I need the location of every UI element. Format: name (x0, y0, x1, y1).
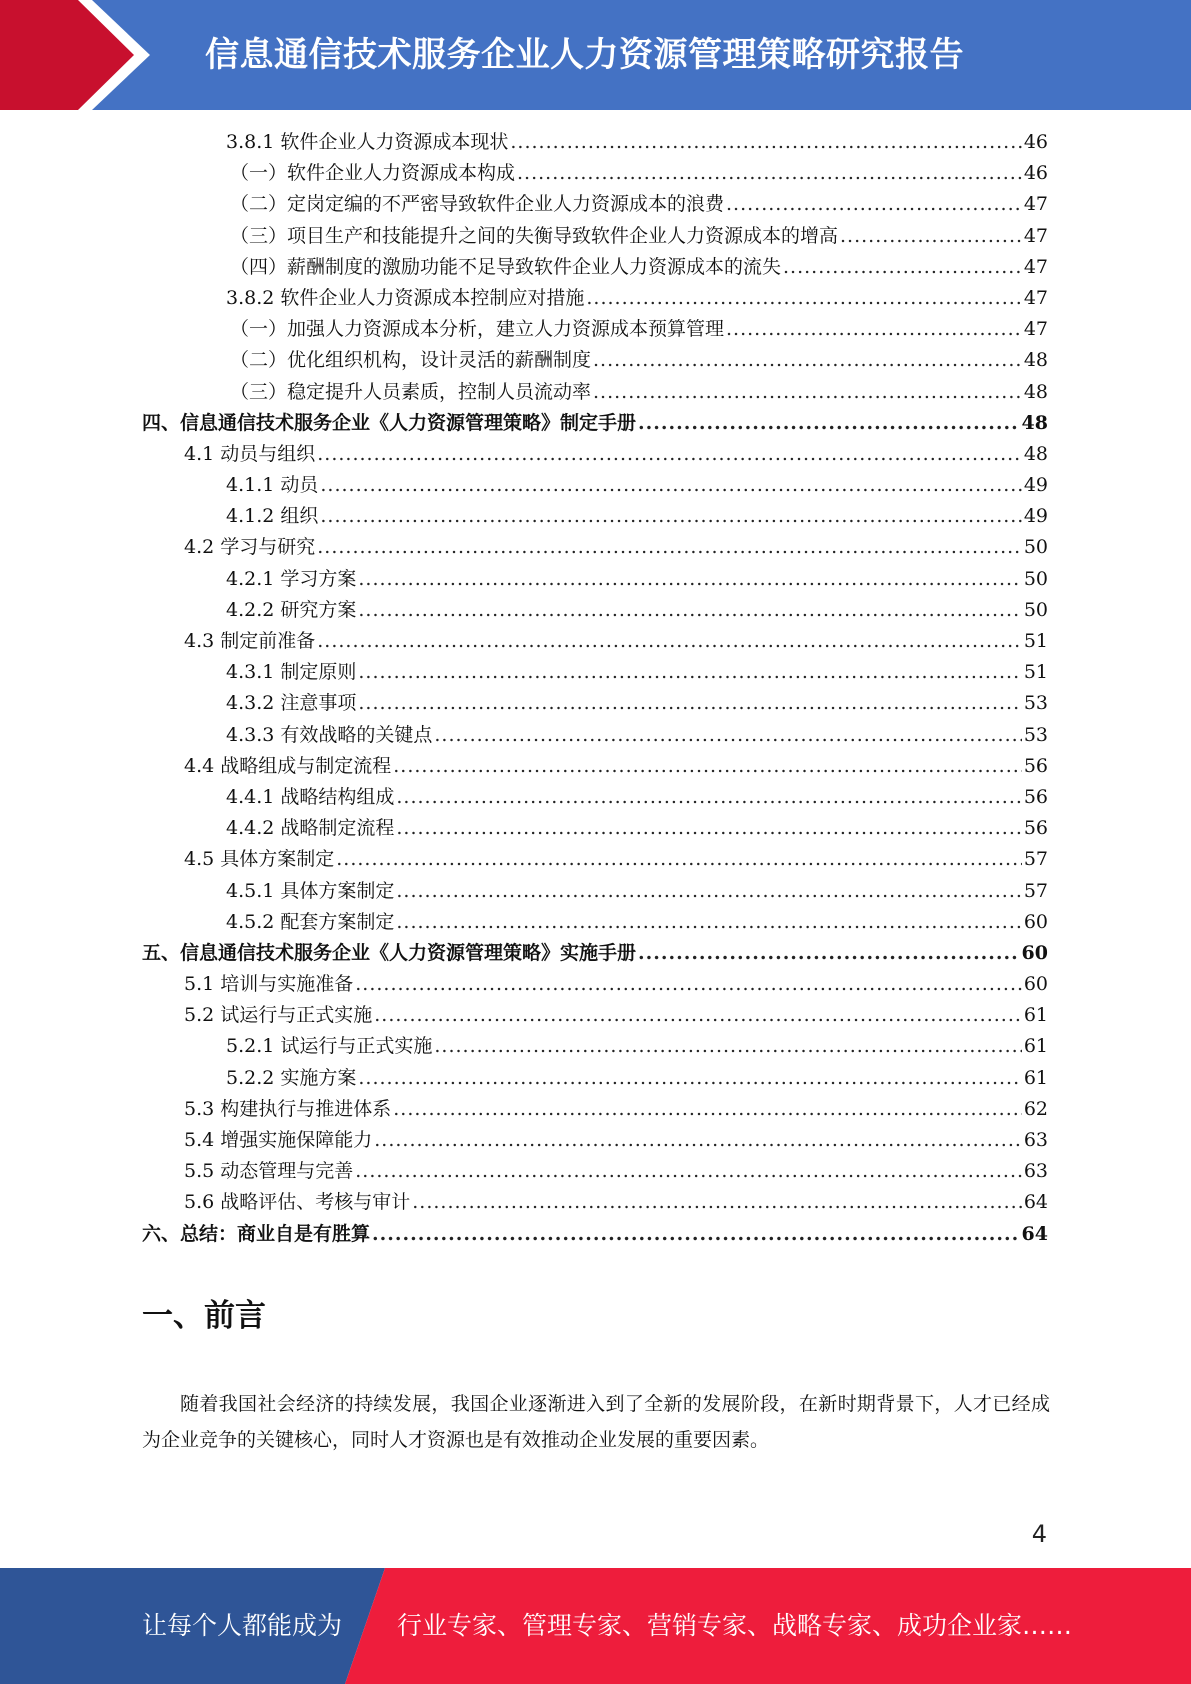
toc-entry-label: 5.1 培训与实施准备 (184, 973, 354, 996)
toc-entry-page: 48 (1021, 411, 1048, 434)
toc-entry-label: （一）软件企业人力资源成本构成 (230, 162, 516, 185)
toc-entry-page: 46 (1023, 131, 1048, 153)
toc-entry[interactable] (142, 283, 1048, 314)
toc-entry-label: 4.4.2 战略制定流程 (226, 817, 395, 840)
toc-entry-page: 56 (1023, 817, 1048, 840)
toc-entry[interactable] (142, 158, 1048, 189)
toc-entry[interactable] (142, 127, 1048, 158)
toc-entry-label: 5.2.2 实施方案 (226, 1066, 357, 1089)
toc-entry[interactable] (142, 532, 1048, 563)
toc-entry-page: 49 (1023, 505, 1048, 528)
toc-entry-label: 4.3.3 有效战略的关键点 (226, 723, 433, 746)
toc-entry[interactable] (142, 345, 1048, 376)
toc-dot-leader (358, 661, 1021, 683)
section-heading: 一、前言 (142, 1298, 266, 1334)
toc-entry-page: 56 (1023, 785, 1048, 808)
toc-dot-leader (396, 911, 1021, 933)
toc-entry-label: 5.2 试运行与正式实施 (184, 1004, 373, 1027)
toc-entry[interactable] (142, 1031, 1048, 1062)
toc-entry-page: 57 (1023, 848, 1048, 871)
toc-entry-label: 5.5 动态管理与完善 (184, 1160, 354, 1183)
toc-dot-leader (593, 349, 1022, 371)
toc-dot-leader (638, 942, 1020, 964)
toc-entry-page: 61 (1023, 1004, 1048, 1027)
toc-entry-page: 50 (1023, 567, 1048, 590)
toc-entry-page: 61 (1023, 1035, 1048, 1058)
toc-entry-label: 4.5 具体方案制定 (184, 848, 335, 871)
toc-entry-page: 49 (1023, 474, 1048, 497)
toc-entry-page: 48 (1023, 380, 1048, 403)
toc-entry-page: 47 (1023, 286, 1048, 309)
toc-entry-page: 47 (1023, 224, 1048, 247)
toc-entry-label: （二）优化组织机构，设计灵活的薪酬制度 (230, 349, 592, 372)
toc-dot-leader (393, 1098, 1022, 1120)
toc-dot-leader (840, 225, 1022, 247)
toc-dot-leader (372, 1223, 1020, 1245)
toc-entry-label: 3.8.2 软件企业人力资源成本控制应对措施 (226, 286, 585, 309)
footer-slogan-right: 行业专家、管理专家、营销专家、战略专家、成功企业家…… (397, 1611, 1073, 1640)
toc-entry-page: 64 (1023, 1191, 1048, 1214)
toc-entry-page: 57 (1023, 879, 1048, 902)
page-header (0, 0, 1191, 110)
toc-entry[interactable] (142, 314, 1048, 345)
toc-dot-leader (320, 474, 1021, 496)
toc-entry[interactable] (142, 907, 1048, 938)
toc-dot-leader (638, 412, 1020, 434)
toc-entry-page: 51 (1023, 661, 1048, 684)
toc-entry-page: 50 (1023, 598, 1048, 621)
toc-entry-page: 56 (1023, 754, 1048, 777)
toc-entry[interactable] (142, 1219, 1048, 1250)
toc-entry-label: （四）薪酬制度的激励功能不足导致软件企业人力资源成本的流失 (230, 255, 782, 278)
toc-entry-label: （一）加强人力资源成本分析，建立人力资源成本预算管理 (230, 318, 725, 341)
toc-dot-leader (726, 318, 1022, 340)
toc-entry[interactable] (142, 470, 1048, 501)
toc-entry-page: 63 (1023, 1129, 1048, 1151)
toc-entry-label: 4.1 动员与组织 (184, 442, 316, 465)
toc-entry-label: 4.4.1 战略结构组成 (226, 785, 395, 808)
toc-entry-label: 4.1.2 组织 (226, 505, 319, 528)
toc-entry-label: 5.3 构建执行与推进体系 (184, 1097, 392, 1120)
toc-entry[interactable] (142, 688, 1048, 719)
toc-entry[interactable] (142, 1063, 1048, 1094)
toc-entry-page: 60 (1021, 941, 1048, 964)
toc-entry-label: （二）定岗定编的不严密导致软件企业人力资源成本的浪费 (230, 193, 725, 216)
toc-entry[interactable] (142, 252, 1048, 283)
toc-entry-page: 47 (1023, 255, 1048, 278)
toc-dot-leader (412, 1191, 1022, 1213)
toc-dot-leader (593, 381, 1022, 403)
toc-entry-page: 48 (1023, 442, 1048, 465)
toc-entry[interactable] (142, 813, 1048, 844)
toc-entry[interactable] (142, 657, 1048, 688)
toc-entry-page: 47 (1023, 318, 1048, 341)
toc-entry-label: 3.8.1 软件企业人力资源成本现状 (226, 131, 509, 153)
toc-entry-page: 51 (1023, 630, 1048, 652)
toc-entry[interactable] (142, 1156, 1048, 1187)
toc-dot-leader (434, 724, 1021, 746)
toc-entry[interactable] (142, 408, 1048, 439)
report-title: 信息通信技术服务企业人力资源管理策略研究报告 (205, 35, 964, 75)
toc-entry-page: 63 (1023, 1160, 1048, 1183)
toc-dot-leader (336, 848, 1022, 870)
toc-dot-leader (510, 131, 1021, 153)
toc-dot-leader (396, 817, 1021, 839)
toc-dot-leader (396, 786, 1021, 808)
toc-entry[interactable] (142, 439, 1048, 470)
toc-entry-label: 4.1.1 动员 (226, 474, 319, 497)
toc-entry-page: 53 (1023, 723, 1048, 746)
toc-entry[interactable] (142, 501, 1048, 532)
toc-dot-leader (355, 973, 1022, 995)
toc-entry-label: 四、信息通信技术服务企业《人力资源管理策略》制定手册 (142, 411, 637, 434)
toc-dot-leader (726, 193, 1022, 215)
toc-entry-label: 4.2.2 研究方案 (226, 598, 357, 621)
toc-entry-label: 4.2 学习与研究 (184, 536, 316, 559)
toc-dot-leader (374, 1004, 1022, 1026)
toc-dot-leader (517, 162, 1022, 184)
toc-entry-page: 47 (1023, 193, 1048, 216)
toc-entry[interactable] (142, 626, 1048, 657)
toc-dot-leader (317, 443, 1022, 465)
toc-dot-leader (358, 599, 1021, 621)
toc-dot-leader (317, 630, 1022, 652)
toc-entry-label: 5.2.1 试运行与正式实施 (226, 1035, 433, 1058)
toc-entry[interactable] (142, 1094, 1048, 1125)
toc-entry-label: 4.4 战略组成与制定流程 (184, 754, 392, 777)
toc-dot-leader (374, 1129, 1022, 1151)
table-of-contents (142, 127, 1048, 1250)
toc-dot-leader (358, 568, 1021, 590)
toc-dot-leader (358, 1067, 1021, 1089)
toc-entry[interactable] (142, 221, 1048, 252)
toc-entry[interactable] (142, 189, 1048, 220)
toc-entry-label: 六、总结：商业自是有胜算 (142, 1222, 371, 1245)
body-paragraph: 随着我国社会经济的持续发展，我国企业逐渐进入到了全新的发展阶段，在新时期背景下，人才已经成为企业竞争的关键核心，同时人才资源也是有效推动企业发展的重要因素。 (142, 1393, 1050, 1451)
toc-entry-label: 4.5.1 具体方案制定 (226, 879, 395, 902)
toc-dot-leader (586, 287, 1021, 309)
toc-entry[interactable] (142, 1000, 1048, 1031)
toc-entry-page: 61 (1023, 1066, 1048, 1089)
toc-entry[interactable] (142, 595, 1048, 626)
toc-entry-label: 4.3 制定前准备 (184, 630, 316, 652)
toc-entry[interactable] (142, 938, 1048, 969)
toc-entry-label: 5.4 增强实施保障能力 (184, 1129, 373, 1151)
toc-entry[interactable] (142, 720, 1048, 751)
toc-entry-label: 4.3.1 制定原则 (226, 661, 357, 684)
toc-entry-label: （三）稳定提升人员素质，控制人员流动率 (230, 380, 592, 403)
toc-dot-leader (317, 536, 1022, 558)
toc-dot-leader (320, 505, 1021, 527)
toc-entry[interactable] (142, 564, 1048, 595)
toc-entry-page: 62 (1023, 1097, 1048, 1120)
toc-entry-label: （三）项目生产和技能提升之间的失衡导致软件企业人力资源成本的增高 (230, 224, 839, 247)
page-number: 4 (1031, 1520, 1047, 1548)
toc-entry-page: 60 (1023, 910, 1048, 933)
toc-dot-leader (358, 692, 1021, 714)
toc-entry-page: 46 (1023, 162, 1048, 185)
toc-entry-label: 五、信息通信技术服务企业《人力资源管理策略》实施手册 (142, 941, 637, 964)
toc-entry[interactable] (142, 377, 1048, 408)
toc-entry[interactable] (142, 969, 1048, 1000)
toc-entry-label: 4.5.2 配套方案制定 (226, 910, 395, 933)
toc-entry-label: 4.3.2 注意事项 (226, 692, 357, 715)
toc-entry-page: 60 (1023, 973, 1048, 996)
toc-entry[interactable] (142, 751, 1048, 782)
toc-entry-label: 4.2.1 学习方案 (226, 567, 357, 590)
toc-entry-page: 53 (1023, 692, 1048, 715)
toc-entry[interactable] (142, 1125, 1048, 1156)
toc-entry-page: 50 (1023, 536, 1048, 559)
toc-entry-page: 64 (1021, 1222, 1048, 1245)
toc-dot-leader (393, 755, 1022, 777)
toc-entry[interactable] (142, 1187, 1048, 1218)
toc-dot-leader (355, 1160, 1022, 1182)
footer-slogan-left: 让每个人都能成为 (142, 1611, 343, 1640)
red-chevron-icon (0, 0, 150, 110)
toc-entry[interactable] (142, 844, 1048, 875)
toc-entry-label: 5.6 战略评估、考核与审计 (184, 1191, 411, 1214)
toc-dot-leader (396, 880, 1021, 902)
page-footer (0, 1568, 1191, 1684)
toc-entry-page: 48 (1023, 349, 1048, 372)
toc-entry[interactable] (142, 876, 1048, 907)
toc-dot-leader (783, 256, 1022, 278)
toc-dot-leader (434, 1035, 1021, 1057)
toc-entry[interactable] (142, 782, 1048, 813)
